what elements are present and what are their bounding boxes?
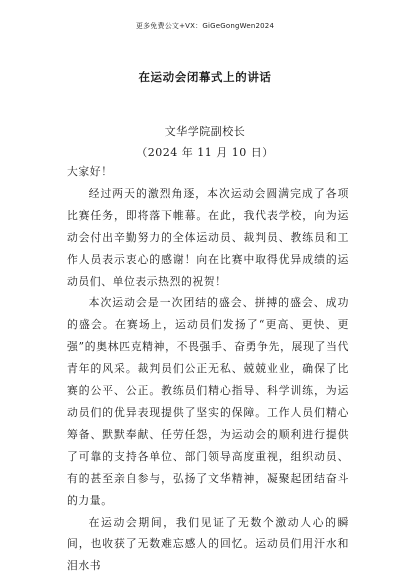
- speaker-line: 文华学院副校长: [164, 125, 246, 138]
- greeting-paragraph: 大家好！: [67, 165, 113, 178]
- body-paragraph: 经过两天的激烈角逐，本次运动会圆满完成了各项比赛任务，即将落下帷幕。在此，我代表学校，向为运动会付出辛勤努力的全体运动员、裁判员、教练员和工作人员表示衷心的感谢！向在比赛中取得优异成绩的运动员们、单位表示热烈的祝贺！: [67, 186, 349, 288]
- document-title: 在运动会闭幕式上的讲话: [138, 70, 272, 84]
- body-paragraph: 本次运动会是一次团结的盛会、拼搏的盛会、成功的盛会。在赛场上，运动员们发扬了“更高、更快、更强”的奥林匹克精神，不畏强手、奋勇争先，展现了当代青年的风采。裁判员们公正无私、兢兢业业，确保了比赛的公平、公正。教练员们精心指导、科学训练，为运动员们的优异表现提供了坚实的保障。工作人员们精心筹备、默默奉献、任劳任怨，为运动会的顺利进行提供了可靠的支持各单位、部门领导高度重视，组织动员、有的甚至亲自参与，弘扬了文华精神，凝聚起团结奋斗的力量。: [67, 296, 349, 507]
- header-note: 更多免费公文+VX：GiGeGongWen2024: [135, 22, 275, 30]
- body-paragraph: 在运动会期间，我们见证了无数个激动人心的瞬间，也收获了无数难忘感人的回忆。运动员们用汗水和泪水书: [67, 515, 349, 573]
- speech-date: （2024 年 11 月 10 日）: [136, 146, 274, 159]
- speech-body: [67, 161, 349, 577]
